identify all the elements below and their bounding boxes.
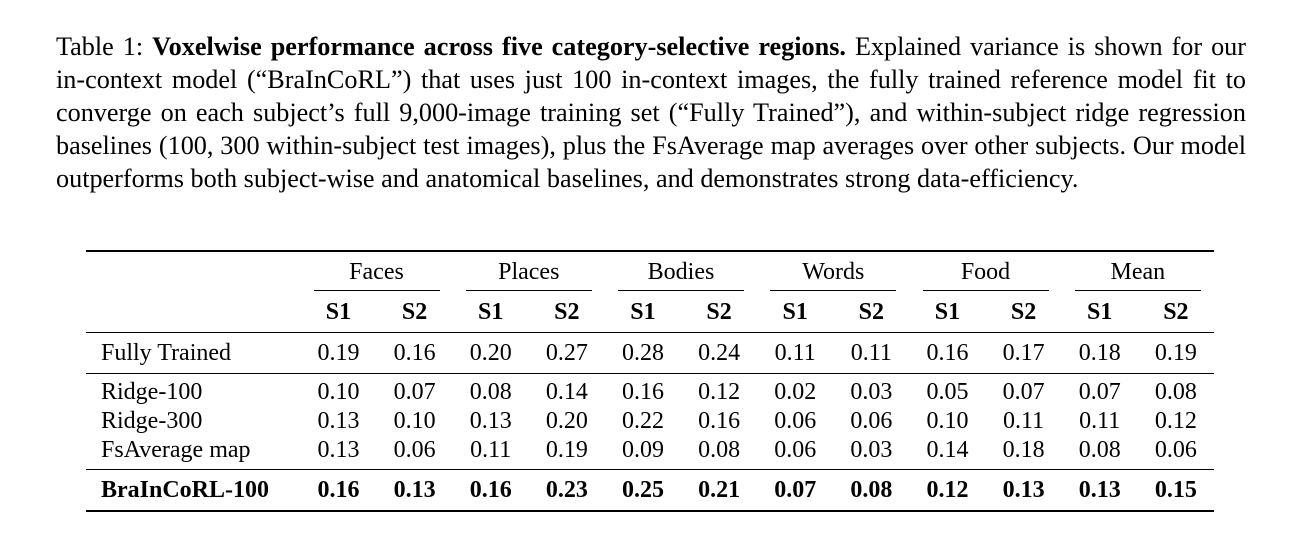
table-cell: 0.20 [545, 408, 588, 434]
table-cell: 0.11 [833, 333, 909, 374]
group-header-places: Places [453, 258, 605, 292]
table-row-fsaverage-map [86, 436, 1214, 470]
table-cell: 0.12 [1154, 408, 1197, 434]
subject-header: S2 [1138, 292, 1214, 333]
group-header-mean: Mean [1062, 258, 1214, 292]
group-header-row [86, 258, 1214, 292]
row-label: BraInCoRL-100 [86, 470, 300, 512]
table-cell: 0.23 [529, 470, 605, 512]
table-cell: 0.16 [621, 379, 664, 405]
table-cell: 0.11 [1003, 408, 1045, 434]
empty-header-cell [86, 258, 300, 292]
table-row-ridge-100 [86, 374, 1214, 408]
table-cell: 0.13 [1062, 470, 1138, 512]
empty-subheader-cell [86, 292, 300, 333]
table-row-fully-trained [86, 333, 1214, 374]
group-header-bodies: Bodies [605, 258, 757, 292]
row-label: Fully Trained [86, 333, 300, 374]
table-cell: 0.16 [300, 470, 376, 512]
table-cell: 0.06 [377, 436, 453, 470]
table-cell: 0.13 [377, 470, 453, 512]
table-cell: 0.06 [774, 408, 817, 434]
table-cell: 0.19 [300, 333, 376, 374]
table-cell: 0.07 [1002, 379, 1045, 405]
table-row-ridge-300 [86, 407, 1214, 436]
table-cell: 0.24 [681, 333, 757, 374]
table-cell: 0.03 [850, 379, 893, 405]
table-cell: 0.13 [300, 436, 376, 470]
table-cell: 0.05 [926, 379, 969, 405]
top-rule [86, 251, 1214, 258]
subject-header: S1 [605, 292, 681, 333]
table-cell: 0.07 [1078, 379, 1121, 405]
table-cell: 0.15 [1138, 470, 1214, 512]
table-cell: 0.27 [529, 333, 605, 374]
table-cell: 0.16 [377, 333, 453, 374]
table-cell: 0.18 [986, 436, 1062, 470]
table-cell: 0.11 [453, 436, 529, 470]
table-cell: 0.12 [909, 470, 985, 512]
table-cell: 0.03 [833, 436, 909, 470]
table-cell: 0.06 [1138, 436, 1214, 470]
table-cell: 0.08 [1154, 379, 1197, 405]
row-label: FsAverage map [86, 436, 300, 470]
subject-header: S1 [453, 292, 529, 333]
table-cell: 0.06 [757, 436, 833, 470]
subject-header: S1 [1062, 292, 1138, 333]
table-cell: 0.22 [621, 408, 664, 434]
table-cell: 0.08 [469, 379, 512, 405]
table-cell: 0.13 [986, 470, 1062, 512]
subject-header: S1 [757, 292, 833, 333]
table-caption [56, 30, 1246, 195]
table-cell: 0.07 [757, 470, 833, 512]
table-cell: 0.08 [1062, 436, 1138, 470]
table-cell: 0.08 [833, 470, 909, 512]
results-table [86, 250, 1214, 512]
table-cell: 0.16 [698, 408, 741, 434]
table-cell: 0.10 [926, 408, 969, 434]
table-cell: 0.10 [317, 379, 360, 405]
results-table-container [86, 250, 1214, 512]
group-header-faces: Faces [300, 258, 452, 292]
group-header-food: Food [909, 258, 1061, 292]
subject-header: S2 [833, 292, 909, 333]
table-cell: 0.11 [757, 333, 833, 374]
table-cell: 0.17 [986, 333, 1062, 374]
table-cell: 0.21 [681, 470, 757, 512]
table-cell: 0.19 [1138, 333, 1214, 374]
table-cell: 0.18 [1062, 333, 1138, 374]
table-cell: 0.09 [605, 436, 681, 470]
table-cell: 0.28 [605, 333, 681, 374]
subject-header: S1 [300, 292, 376, 333]
table-cell: 0.16 [453, 470, 529, 512]
subject-header-row [86, 292, 1214, 333]
table-cell: 0.10 [393, 408, 436, 434]
table-cell: 0.02 [774, 379, 817, 405]
table-cell: 0.07 [393, 379, 436, 405]
table-cell: 0.11 [1079, 408, 1121, 434]
table-cell: 0.16 [909, 333, 985, 374]
table-cell: 0.14 [545, 379, 588, 405]
table-cell: 0.12 [698, 379, 741, 405]
table-cell: 0.08 [681, 436, 757, 470]
subject-header: S2 [986, 292, 1062, 333]
caption-prefix: Table 1: [56, 32, 153, 61]
subject-header: S1 [909, 292, 985, 333]
subject-header: S2 [681, 292, 757, 333]
table-cell: 0.13 [317, 408, 360, 434]
caption-title: Voxelwise performance across five category-selective regions. [152, 32, 846, 61]
row-label: Ridge-100 [101, 379, 203, 405]
subject-header: S2 [529, 292, 605, 333]
table-cell: 0.19 [529, 436, 605, 470]
table-cell: 0.14 [909, 436, 985, 470]
table-cell: 0.06 [850, 408, 893, 434]
group-header-words: Words [757, 258, 909, 292]
table-cell: 0.13 [469, 408, 512, 434]
subject-header: S2 [377, 292, 453, 333]
caption-body: Explained variance is shown for our in-context model (“BraInCoRL”) that uses just 100 in-context images, the fully trained reference model fit to converge on each subject’s full 9,000-image training set (“Fully Trained”), and within-subject ridge regression baselines (100, 300 within-subject test images), plus the FsAverage map averages over other subjects. Our model outperforms both subject-wise and anatomical baselines, and demonstrates strong data-efficiency. [56, 32, 1246, 193]
row-label: Ridge-300 [101, 408, 203, 434]
table-cell: 0.20 [453, 333, 529, 374]
table-cell: 0.25 [605, 470, 681, 512]
table-row-braincorl-100 [86, 470, 1214, 512]
